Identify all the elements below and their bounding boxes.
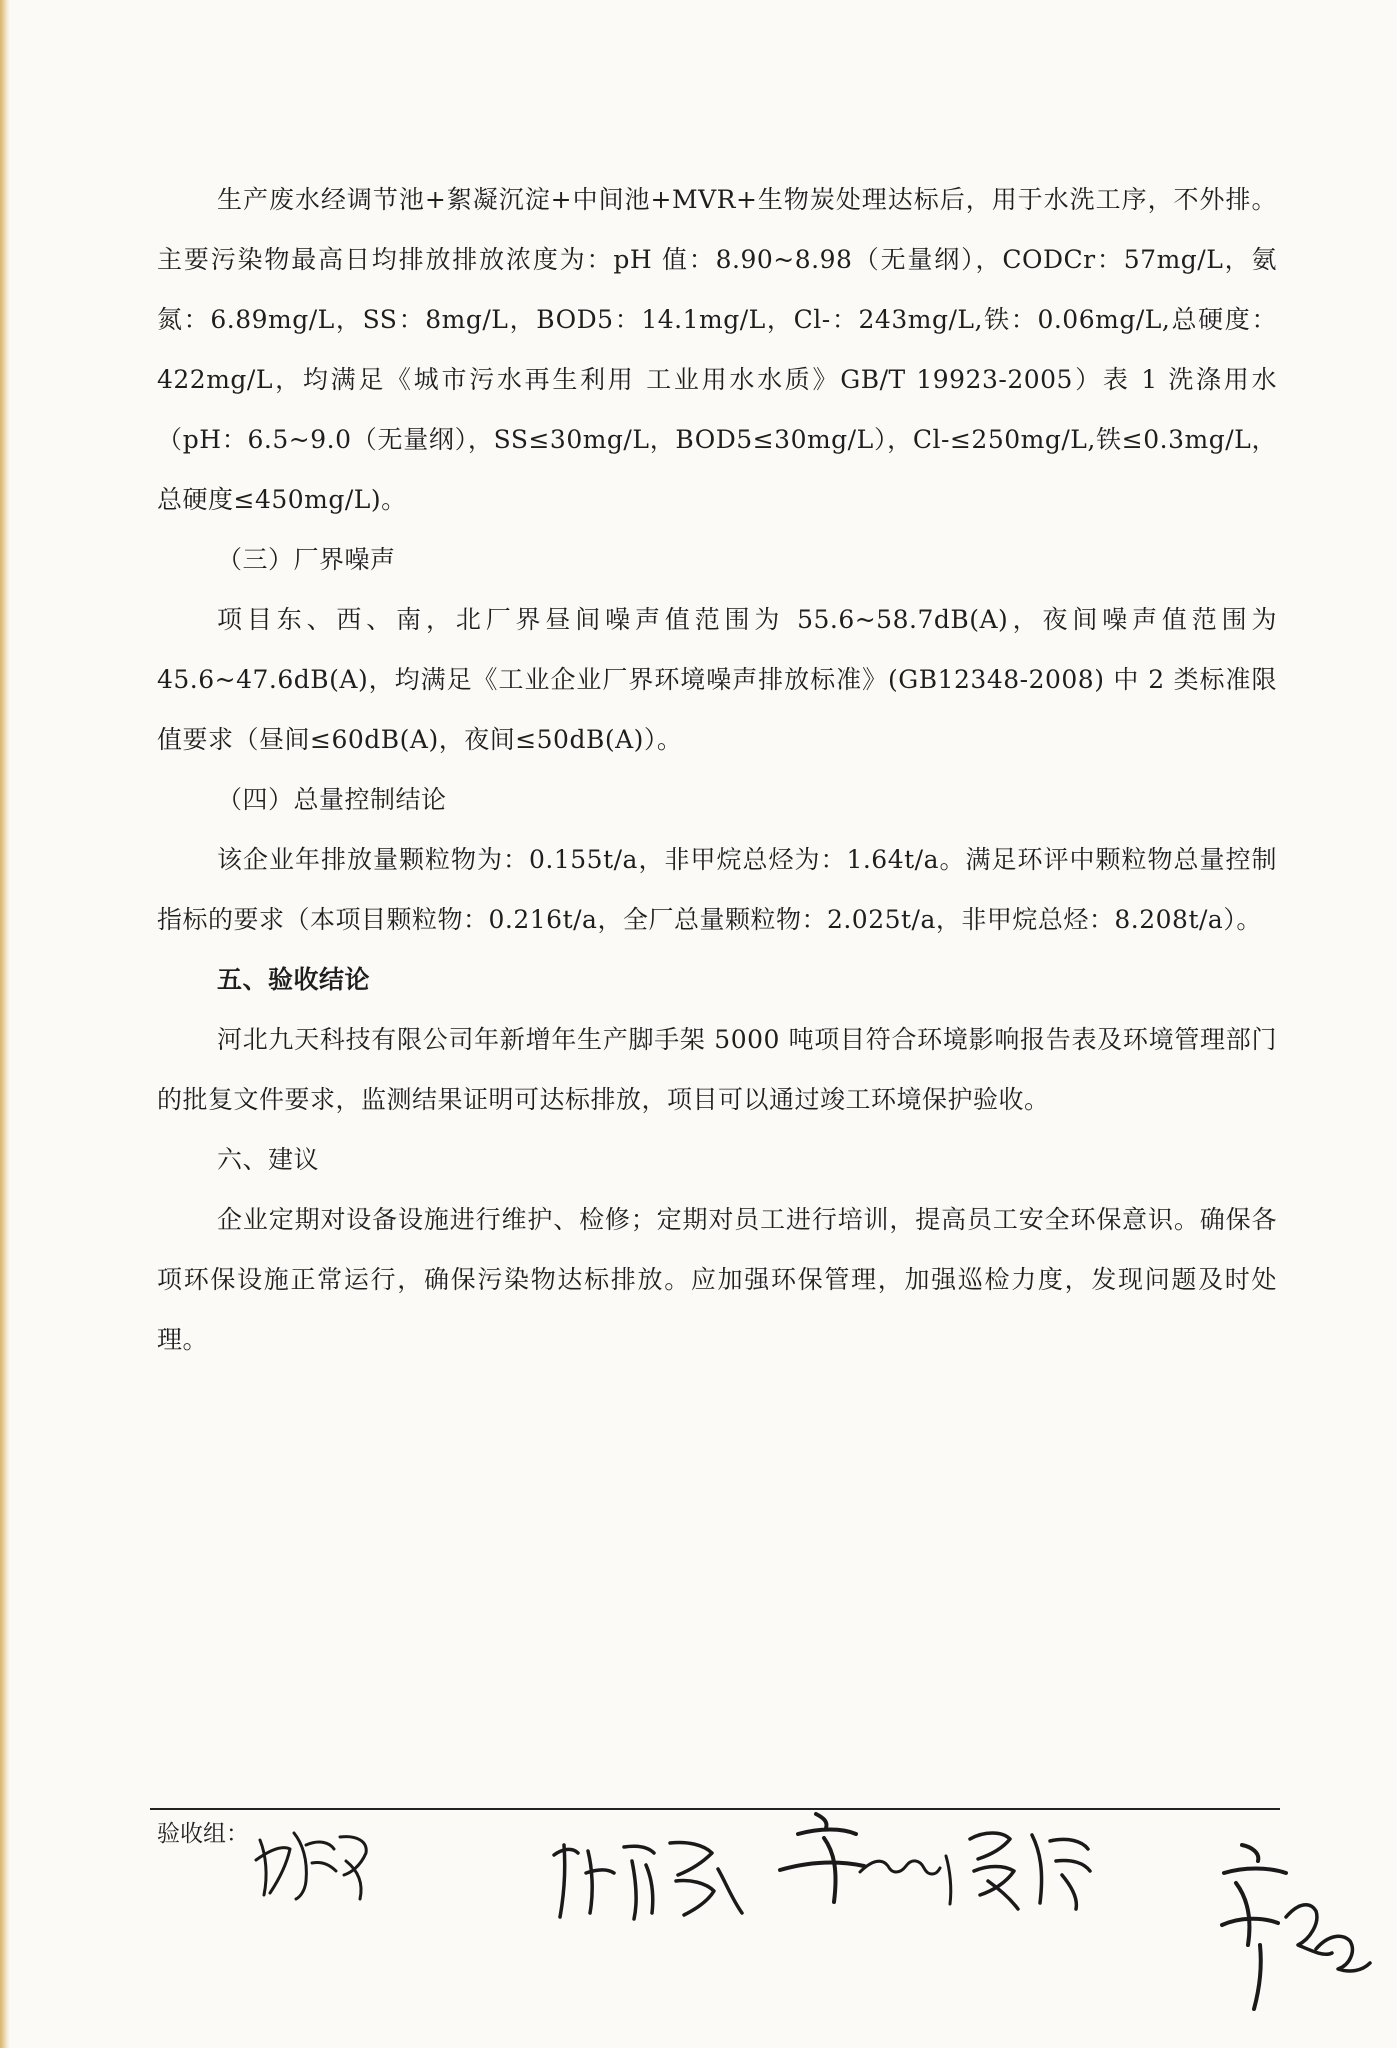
- paragraph-total-control: 该企业年排放量颗粒物为：0.155t/a，非甲烷总烃为：1.64t/a。满足环评中颗粒物总量控制指标的要求（本项目颗粒物：0.216t/a，全厂总量颗粒物：2.025t/a，非甲烷总烃：8.208t/a）。: [157, 845, 1277, 934]
- footer-divider: [150, 1808, 1280, 1810]
- signature-3: [760, 1800, 960, 1920]
- heading-total-control: （四）总量控制结论: [217, 785, 447, 814]
- page-edge-shadow: [0, 0, 10, 2048]
- signature-2: [542, 1825, 752, 1925]
- paragraph-acceptance-conclusion: 河北九天科技有限公司年新增年生产脚手架 5000 吨项目符合环境影响报告表及环境管理部门的批复文件要求，监测结果证明可达标排放，项目可以通过竣工环境保护验收。: [157, 1025, 1277, 1114]
- document-body: [157, 170, 1277, 1370]
- signature-5: [1200, 1825, 1380, 2025]
- paragraph-wastewater: 生产废水经调节池+絮凝沉淀+中间池+MVR+生物炭处理达标后，用于水洗工序，不外排。主要污染物最高日均排放排放浓度为：pH 值：8.90~8.98（无量纲），CODCr：57mg/L，氨氮：6.89mg/L，SS：8mg/L，BOD5：14.1mg/L，Cl-：243mg/L,铁：0.06mg/L,总硬度：422mg/L，均满足《城市污水再生利用 工业用水水质》GB/T 19923-2005）表 1 洗涤用水（pH：6.5~9.0（无量纲），SS≤30mg/L，BOD5≤30mg/L），Cl-≤250mg/L,铁≤0.3mg/L，总硬度≤450mg/L)。: [157, 185, 1277, 514]
- signature-4: [958, 1815, 1108, 1915]
- paragraph-noise: 项目东、西、南，北厂界昼间噪声值范围为 55.6~58.7dB(A)，夜间噪声值范围为 45.6~47.6dB(A)，均满足《工业企业厂界环境噪声排放标准》(GB12348-2008) 中 2 类标准限值要求（昼间≤60dB(A)，夜间≤50dB(A)）。: [157, 605, 1277, 754]
- acceptance-group-label: 验收组：: [157, 1821, 249, 1847]
- heading-acceptance-conclusion: 五、验收结论: [217, 965, 371, 994]
- paragraph-suggestions: 企业定期对设备设施进行维护、检修；定期对员工进行培训，提高员工安全环保意识。确保各项环保设施正常运行，确保污染物达标排放。应加强环保管理，加强巡检力度，发现问题及时处理。: [157, 1205, 1277, 1354]
- heading-boundary-noise: （三）厂界噪声: [217, 545, 396, 574]
- signature-1: [248, 1815, 378, 1905]
- heading-suggestions: 六、建议: [217, 1145, 320, 1174]
